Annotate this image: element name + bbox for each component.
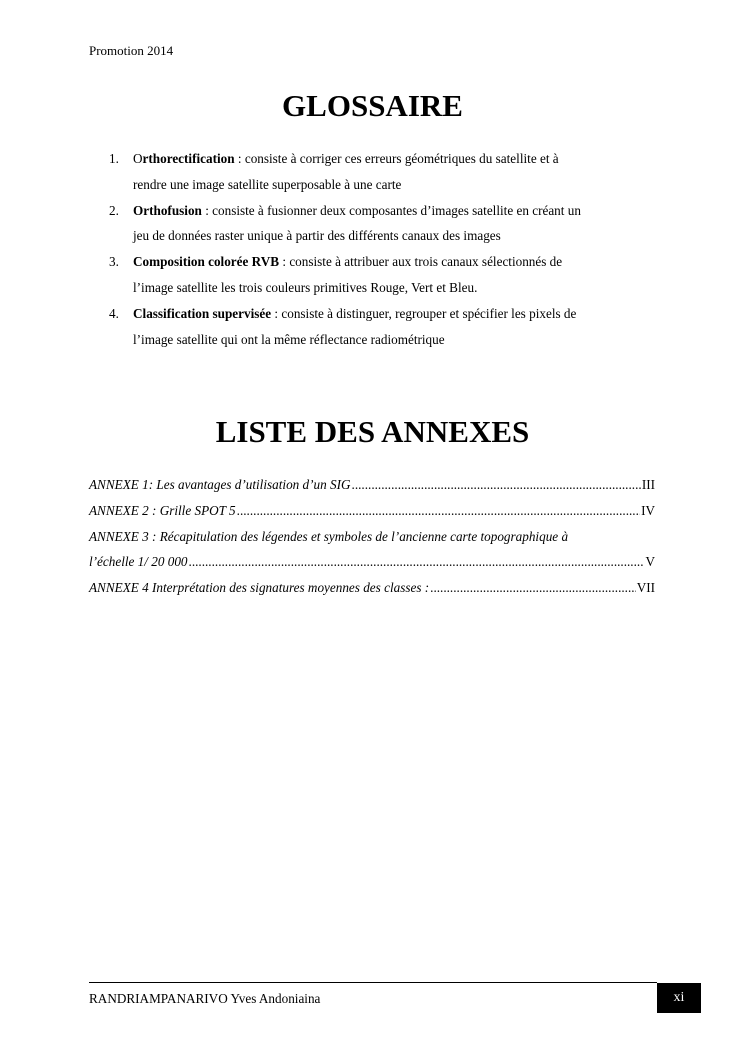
annex-entry[interactable] bbox=[89, 524, 655, 550]
glossary-definition: : consiste à corriger ces erreurs géométriques du satellite et à bbox=[234, 151, 559, 166]
annex-page-number: VII bbox=[636, 580, 655, 596]
annex-entry[interactable] bbox=[89, 498, 655, 524]
glossary-item-number: 2. bbox=[109, 202, 119, 218]
glossary-item-number: 4. bbox=[109, 305, 119, 321]
glossary-term: rthorectification bbox=[142, 151, 235, 166]
footer-author: RANDRIAMPANARIVO Yves Andoniaina bbox=[89, 991, 321, 1006]
annexes-list bbox=[89, 472, 655, 601]
glossary-term-prefix: O bbox=[133, 151, 143, 166]
footer-rule bbox=[89, 982, 657, 983]
annex-page-number: IV bbox=[641, 502, 655, 518]
glossary-term: Classification supervisée bbox=[133, 305, 272, 321]
glossary-definition-continuation: l’image satellite les trois couleurs primitives Rouge, Vert et Bleu. bbox=[133, 279, 478, 295]
glossary-definition-continuation: rendre une image satellite superposable à une carte bbox=[133, 176, 402, 192]
annex-label: ANNEXE 4 Interprétation des signatures moyennes des classes : bbox=[89, 580, 430, 596]
glossary-item bbox=[89, 198, 659, 250]
glossary-title: GLOSSAIRE bbox=[282, 88, 463, 123]
annex-label: ANNEXE 3 : Récapitulation des légendes et symboles de l’ancienne carte topographique à bbox=[89, 528, 569, 544]
glossary-definition-continuation: jeu de données raster unique à partir des différents canaux des images bbox=[133, 228, 501, 244]
dot-leader bbox=[189, 549, 645, 575]
glossary-item bbox=[89, 249, 659, 301]
annex-label: ANNEXE 1: Les avantages d’utilisation d’un SIG bbox=[89, 477, 351, 492]
glossary-definition: : consiste à distinguer, regrouper et spécifier les pixels de bbox=[271, 305, 577, 321]
glossary-definition-continuation: l’image satellite qui ont la même réflectance radiométrique bbox=[133, 331, 445, 347]
running-header: Promotion 2014 bbox=[89, 43, 174, 58]
glossary-item-number: 3. bbox=[109, 254, 119, 270]
glossary-item bbox=[89, 301, 659, 353]
footer-page-number: xi bbox=[657, 983, 701, 1013]
glossary-item bbox=[89, 146, 659, 198]
annex-label: ANNEXE 2 : Grille SPOT 5 bbox=[89, 502, 236, 518]
annex-entry-continuation[interactable] bbox=[89, 549, 655, 575]
annex-entry[interactable] bbox=[89, 575, 655, 601]
dot-leader bbox=[237, 498, 640, 524]
glossary-definition: : consiste à attribuer aux trois canaux sélectionnés de bbox=[279, 254, 563, 270]
annexes-title: LISTE DES ANNEXES bbox=[215, 414, 530, 449]
annex-page-number: V bbox=[645, 554, 655, 570]
glossary-definition: : consiste à fusionner deux composantes d’images satellite en créant un bbox=[201, 202, 581, 218]
annex-label: l’échelle 1/ 20 000 bbox=[89, 554, 188, 570]
annex-page-number: III bbox=[641, 477, 655, 492]
glossary-item-number: 1. bbox=[109, 151, 119, 166]
dot-leader bbox=[430, 575, 636, 601]
glossary-list bbox=[89, 146, 659, 352]
dot-leader bbox=[352, 472, 641, 498]
glossary-term: Composition colorée RVB bbox=[133, 254, 280, 270]
annex-entry[interactable] bbox=[89, 472, 655, 498]
glossary-term: Orthofusion bbox=[133, 202, 202, 218]
